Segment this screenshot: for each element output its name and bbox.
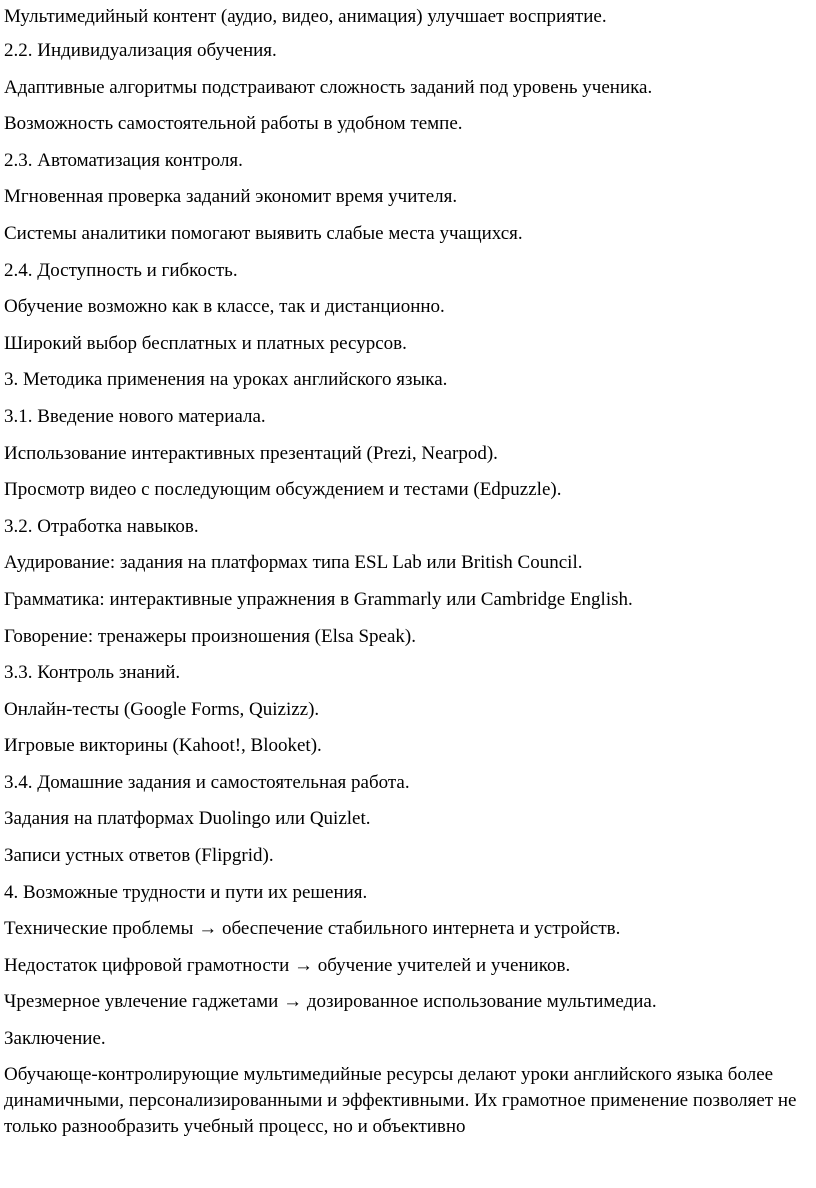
text-line: Широкий выбор бесплатных и платных ресурсов. — [4, 332, 407, 354]
conclusion-paragraph: Обучающе-контролирующие мультимедийные ресурсы делают уроки английского языка более динамичными, персонализированными и эффективными. Их грамотное применение позволяет не только разнообразить учебный процесс, но и объективно — [4, 1063, 797, 1138]
section-heading: 4. Возможные трудности и пути их решения. — [4, 881, 368, 903]
text-line: Онлайн-тесты (Google Forms, Quizizz). — [4, 698, 320, 720]
text-line: Чрезмерное увлечение гаджетами → дозированное использование мультимедиа. — [4, 991, 657, 1013]
text-line: Недостаток цифровой грамотности → обучение учителей и учеников. — [4, 954, 571, 976]
text-line: Технические проблемы → обеспечение стабильного интернета и устройств. — [4, 918, 621, 940]
text-line: Игровые викторины (Kahoot!, Blooket). — [4, 735, 322, 757]
text-line: Мультимедийный контент (аудио, видео, анимация) улучшает восприятие. — [4, 6, 607, 27]
section-heading: 3.1. Введение нового материала. — [4, 405, 266, 427]
text-line: Мгновенная проверка заданий экономит время учителя. — [4, 186, 458, 208]
section-heading: 3.2. Отработка навыков. — [4, 515, 199, 537]
section-heading: 3. Методика применения на уроках английского языка. — [4, 369, 448, 391]
text-line: Задания на платформах Duolingo или Quizlet. — [4, 808, 371, 830]
text-line: Аудирование: задания на платформах типа ESL Lab или British Council. — [4, 552, 583, 574]
text-line: Обучение возможно как в классе, так и дистанционно. — [4, 296, 445, 318]
section-heading: 2.2. Индивидуализация обучения. — [4, 40, 277, 61]
text-line: Просмотр видео с последующим обсуждением и тестами (Edpuzzle). — [4, 479, 562, 501]
section-heading: 3.4. Домашние задания и самостоятельная работа. — [4, 771, 410, 793]
section-heading: 2.4. Доступность и гибкость. — [4, 259, 238, 281]
text-line: Говорение: тренажеры произношения (Elsa Speak). — [4, 625, 416, 647]
text-line: Адаптивные алгоритмы подстраивают сложность заданий под уровень ученика. — [4, 76, 653, 98]
section-heading: 3.3. Контроль знаний. — [4, 662, 181, 684]
section-heading: Заключение. — [4, 1028, 106, 1050]
text-line: Возможность самостоятельной работы в удобном темпе. — [4, 113, 463, 135]
text-line: Системы аналитики помогают выявить слабые места учащихся. — [4, 222, 523, 244]
text-line: Грамматика: интерактивные упражнения в Grammarly или Cambridge English. — [4, 588, 633, 610]
text-line: Записи устных ответов (Flipgrid). — [4, 845, 274, 867]
text-line: Использование интерактивных презентаций (Prezi, Nearpod). — [4, 442, 498, 464]
section-heading: 2.3. Автоматизация контроля. — [4, 149, 243, 171]
